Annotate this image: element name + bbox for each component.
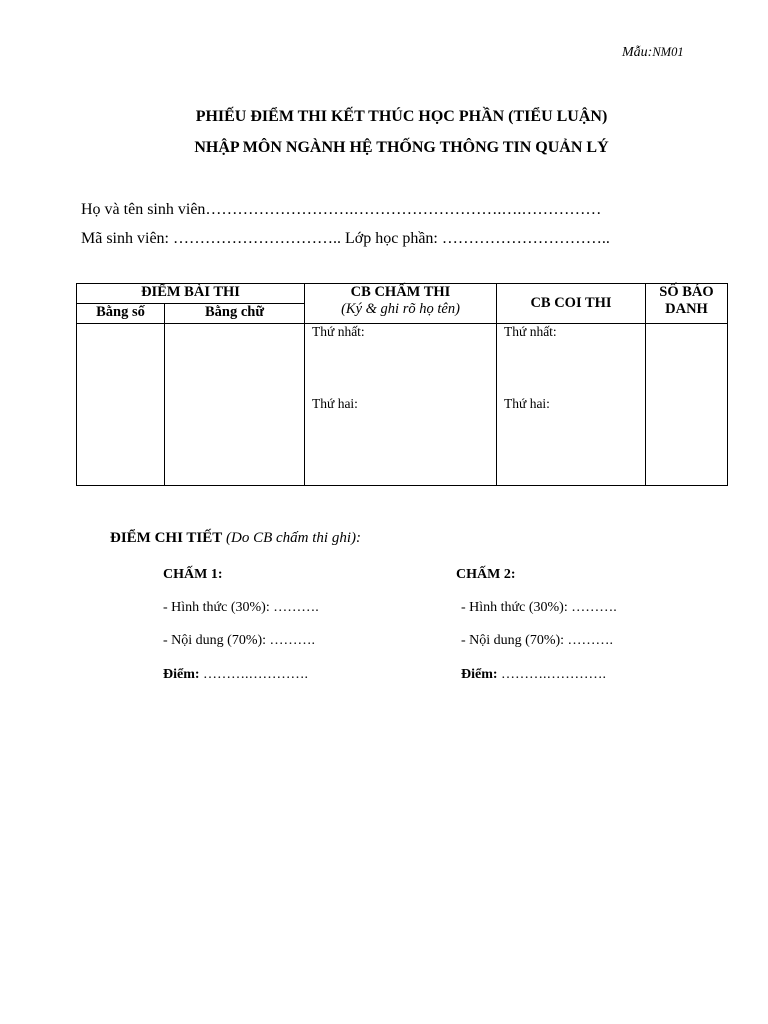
- round1-score-label: Điểm:: [163, 667, 200, 682]
- score-by-words-header: Bằng chữ: [165, 304, 305, 324]
- round2-heading: CHẤM 2:: [456, 567, 516, 582]
- proctor-second-label: Thứ hai:: [504, 396, 550, 411]
- grader-header-note: (Ký & ghi rõ họ tên): [341, 301, 460, 317]
- detail-section-title: [110, 530, 361, 547]
- grader-first-label: Thứ nhất:: [312, 324, 365, 339]
- form-code-prefix: Mẫu:: [622, 45, 653, 60]
- round1-score-line: [163, 667, 308, 683]
- candidate-number-header: SỐ BÁO DANH: [646, 284, 728, 324]
- document-title: PHIẾU ĐIỂM THI KẾT THÚC HỌC PHẦN (TIỂU LUẬN): [195, 108, 608, 125]
- grader-signature-cell[interactable]: [305, 324, 497, 486]
- score-by-number-header: Bằng số: [77, 304, 165, 324]
- round2-content-line: - Nội dung (70%): ……….: [461, 633, 614, 648]
- form-code: [622, 45, 684, 61]
- candidate-number-cell[interactable]: [646, 324, 728, 486]
- student-id-class-field: Mã sinh viên: ………………………….. Lớp học phần: …………………………..: [81, 230, 610, 247]
- round1-score-dots: ……….………….: [203, 667, 309, 682]
- detail-title: ĐIỂM CHI TIẾT: [110, 530, 223, 546]
- proctor-first-label: Thứ nhất:: [504, 324, 557, 339]
- detail-note: (Do CB chấm thi ghi):: [226, 530, 361, 546]
- round2-score-line: [461, 667, 606, 683]
- proctor-signature-cell[interactable]: [497, 324, 646, 486]
- round2-score-dots: ……….………….: [501, 667, 607, 682]
- score-by-number-cell[interactable]: [77, 324, 165, 486]
- round1-content-line: - Nội dung (70%): ……….: [163, 633, 316, 648]
- grader-second-label: Thứ hai:: [312, 396, 358, 411]
- proctor-header: CB COI THI: [497, 284, 646, 324]
- document-subtitle: NHẬP MÔN NGÀNH HỆ THỐNG THÔNG TIN QUẢN LÝ: [194, 139, 609, 156]
- score-header: ĐIỂM BÀI THI: [77, 284, 305, 304]
- grader-header-title: CB CHẤM THI: [350, 284, 451, 300]
- grade-table: [76, 283, 728, 486]
- form-code-value: NM01: [652, 45, 684, 59]
- round2-form-line: - Hình thức (30%): ……….: [461, 600, 617, 615]
- grader-header: [305, 284, 497, 324]
- round1-form-line: - Hình thức (30%): ……….: [163, 600, 319, 615]
- round2-score-label: Điểm:: [461, 667, 498, 682]
- round1-heading: CHẤM 1:: [163, 567, 223, 582]
- student-name-field: Họ và tên sinh viên……………………….……………………….….……………: [81, 201, 602, 218]
- score-by-words-cell[interactable]: [165, 324, 305, 486]
